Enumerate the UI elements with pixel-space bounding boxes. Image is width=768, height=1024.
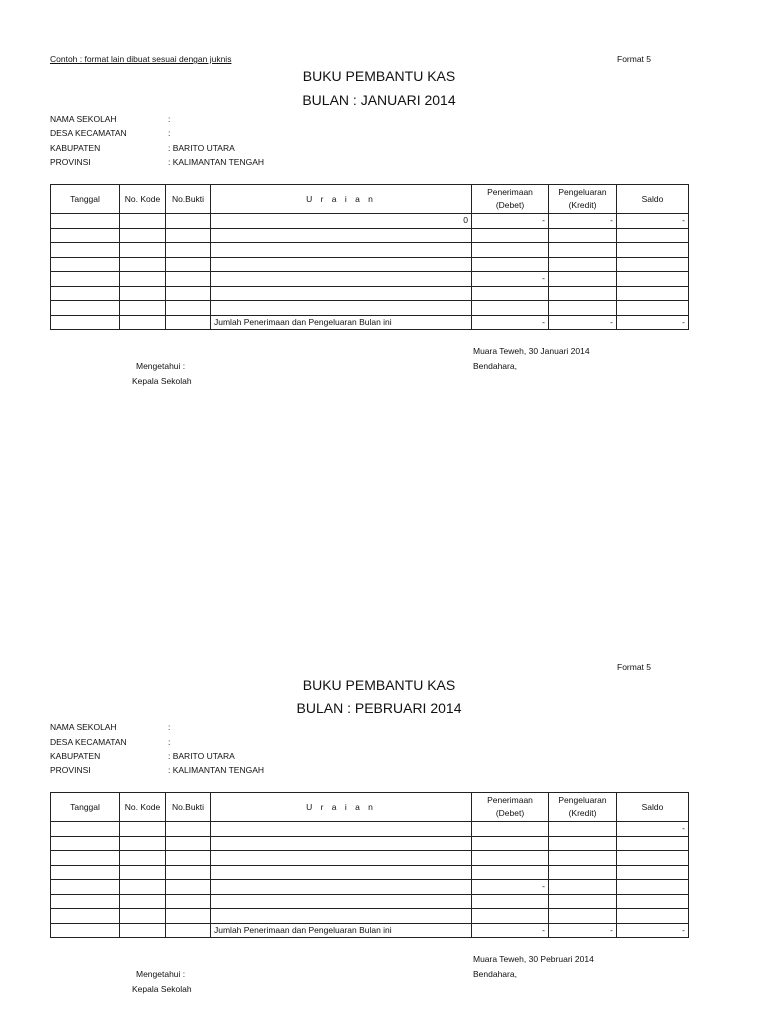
kepala-sekolah-label: Kepala Sekolah (132, 984, 192, 994)
header-penerimaan (472, 185, 549, 214)
cell-pengeluaran (549, 228, 617, 243)
total-saldo: - (617, 315, 689, 330)
header-saldo: Saldo (617, 793, 689, 822)
cell-penerimaan (472, 286, 549, 301)
cell-uraian (211, 272, 472, 287)
total-row (51, 315, 689, 330)
cell-saldo (617, 243, 689, 258)
info-label-kabupaten: KABUPATEN (50, 751, 101, 761)
cell-uraian (211, 822, 472, 837)
cell-penerimaan: - (472, 272, 549, 287)
header-penerimaan-sub: (Debet) (495, 808, 525, 818)
table-row (51, 301, 689, 316)
table-row (51, 836, 689, 851)
cell-uraian (211, 243, 472, 258)
table-row (51, 286, 689, 301)
cell-saldo (617, 836, 689, 851)
cell-uraian (211, 257, 472, 272)
table-row (51, 865, 689, 880)
cell-penerimaan (472, 301, 549, 316)
cell-uraian (211, 909, 472, 924)
header-pengeluaran-label: Pengeluaran (558, 187, 607, 197)
table-row (51, 228, 689, 243)
doc-title: BUKU PEMBANTU KAS (302, 68, 456, 84)
cell-saldo (617, 894, 689, 909)
table-row (51, 909, 689, 924)
cell-uraian (211, 301, 472, 316)
table-header-row (51, 793, 689, 822)
cell-penerimaan (472, 257, 549, 272)
cell-saldo (617, 865, 689, 880)
header-pengeluaran (549, 185, 617, 214)
info-value-provinsi: : KALIMANTAN TENGAH (168, 765, 265, 775)
table-row (51, 894, 689, 909)
cell-saldo (617, 286, 689, 301)
table-row (51, 272, 689, 287)
doc-subtitle: BULAN : PEBRUARI 2014 (296, 700, 462, 716)
table-row (51, 880, 689, 895)
header-tanggal: Tanggal (51, 793, 120, 822)
cell-pengeluaran: - (549, 214, 617, 229)
bendahara-label: Bendahara, (473, 969, 517, 979)
total-saldo: - (617, 923, 689, 938)
cell-uraian (211, 865, 472, 880)
bendahara-label: Bendahara, (473, 361, 517, 371)
cell-saldo (617, 257, 689, 272)
info-value-desa: : (168, 128, 171, 138)
cell-pengeluaran (549, 851, 617, 866)
cell-penerimaan (472, 822, 549, 837)
cell-saldo (617, 880, 689, 895)
info-label-sekolah: NAMA SEKOLAH (50, 114, 117, 124)
cell-penerimaan (472, 836, 549, 851)
header-pengeluaran-sub: (Kredit) (568, 808, 597, 818)
header-bukti: No.Bukti (166, 185, 211, 214)
header-penerimaan-label: Penerimaan (487, 795, 533, 805)
header-pengeluaran-sub: (Kredit) (568, 200, 597, 210)
kas-table (50, 184, 689, 330)
cell-pengeluaran (549, 836, 617, 851)
header-bukti: No.Bukti (166, 793, 211, 822)
total-penerimaan: - (472, 923, 549, 938)
header-penerimaan-sub: (Debet) (495, 200, 525, 210)
total-label: Jumlah Penerimaan dan Pengeluaran Bulan ini (211, 923, 472, 938)
header-pengeluaran-label: Pengeluaran (558, 795, 607, 805)
cell-pengeluaran (549, 243, 617, 258)
cell-penerimaan: - (472, 880, 549, 895)
cell-saldo: - (617, 214, 689, 229)
doc-subtitle: BULAN : JANUARI 2014 (302, 92, 456, 108)
info-label-provinsi: PROVINSI (50, 157, 91, 167)
header-penerimaan (472, 793, 549, 822)
cell-uraian (211, 894, 472, 909)
info-value-desa: : (168, 737, 171, 747)
cell-saldo (617, 272, 689, 287)
info-value-provinsi: : KALIMANTAN TENGAH (168, 157, 265, 167)
info-value-sekolah: : (168, 722, 171, 732)
info-label-sekolah: NAMA SEKOLAH (50, 722, 117, 732)
mengetahui-label: Mengetahui : (136, 361, 186, 371)
cell-penerimaan (472, 865, 549, 880)
table-row (51, 822, 689, 837)
cell-pengeluaran (549, 286, 617, 301)
kas-table (50, 792, 689, 938)
cell-penerimaan (472, 909, 549, 924)
kepala-sekolah-label: Kepala Sekolah (132, 376, 192, 386)
table-row (51, 243, 689, 258)
table-row (51, 257, 689, 272)
total-row (51, 923, 689, 938)
total-penerimaan: - (472, 315, 549, 330)
cell-pengeluaran (549, 301, 617, 316)
header-kode: No. Kode (120, 185, 166, 214)
cell-uraian (211, 286, 472, 301)
cell-penerimaan (472, 228, 549, 243)
cell-saldo (617, 909, 689, 924)
cell-pengeluaran (549, 909, 617, 924)
header-saldo: Saldo (617, 185, 689, 214)
total-pengeluaran: - (549, 923, 617, 938)
info-value-kabupaten: : BARITO UTARA (168, 143, 235, 153)
info-label-desa: DESA KECAMATAN (50, 128, 127, 138)
cell-uraian (211, 880, 472, 895)
table-row (51, 851, 689, 866)
cell-saldo (617, 228, 689, 243)
cell-uraian (211, 836, 472, 851)
cell-penerimaan: - (472, 214, 549, 229)
place-date: Muara Teweh, 30 Januari 2014 (473, 346, 590, 356)
table-row (51, 214, 689, 229)
cell-pengeluaran (549, 894, 617, 909)
note-text: Contoh : format lain dibuat sesuai dengan juknis (50, 54, 232, 64)
format-label: Format 5 (617, 54, 652, 64)
total-pengeluaran: - (549, 315, 617, 330)
cell-uraian: 0 (211, 214, 472, 229)
header-uraian: U r a i a n (211, 185, 472, 214)
cell-pengeluaran (549, 257, 617, 272)
cell-uraian (211, 228, 472, 243)
info-label-kabupaten: KABUPATEN (50, 143, 101, 153)
info-value-kabupaten: : BARITO UTARA (168, 751, 235, 761)
cell-uraian (211, 851, 472, 866)
cell-penerimaan (472, 851, 549, 866)
header-kode: No. Kode (120, 793, 166, 822)
info-label-provinsi: PROVINSI (50, 765, 91, 775)
cell-pengeluaran (549, 272, 617, 287)
cell-pengeluaran (549, 880, 617, 895)
cell-saldo (617, 851, 689, 866)
place-date: Muara Teweh, 30 Pebruari 2014 (473, 954, 594, 964)
table-header-row (51, 185, 689, 214)
doc-title: BUKU PEMBANTU KAS (302, 677, 456, 693)
format-label: Format 5 (617, 662, 652, 672)
cell-penerimaan (472, 243, 549, 258)
cell-pengeluaran (549, 822, 617, 837)
mengetahui-label: Mengetahui : (136, 969, 186, 979)
header-pengeluaran (549, 793, 617, 822)
header-tanggal: Tanggal (51, 185, 120, 214)
info-value-sekolah: : (168, 114, 171, 124)
cell-saldo: - (617, 822, 689, 837)
cell-saldo (617, 301, 689, 316)
header-uraian: U r a i a n (211, 793, 472, 822)
total-label: Jumlah Penerimaan dan Pengeluaran Bulan ini (211, 315, 472, 330)
cell-pengeluaran (549, 865, 617, 880)
cell-penerimaan (472, 894, 549, 909)
header-penerimaan-label: Penerimaan (487, 187, 533, 197)
info-label-desa: DESA KECAMATAN (50, 737, 127, 747)
